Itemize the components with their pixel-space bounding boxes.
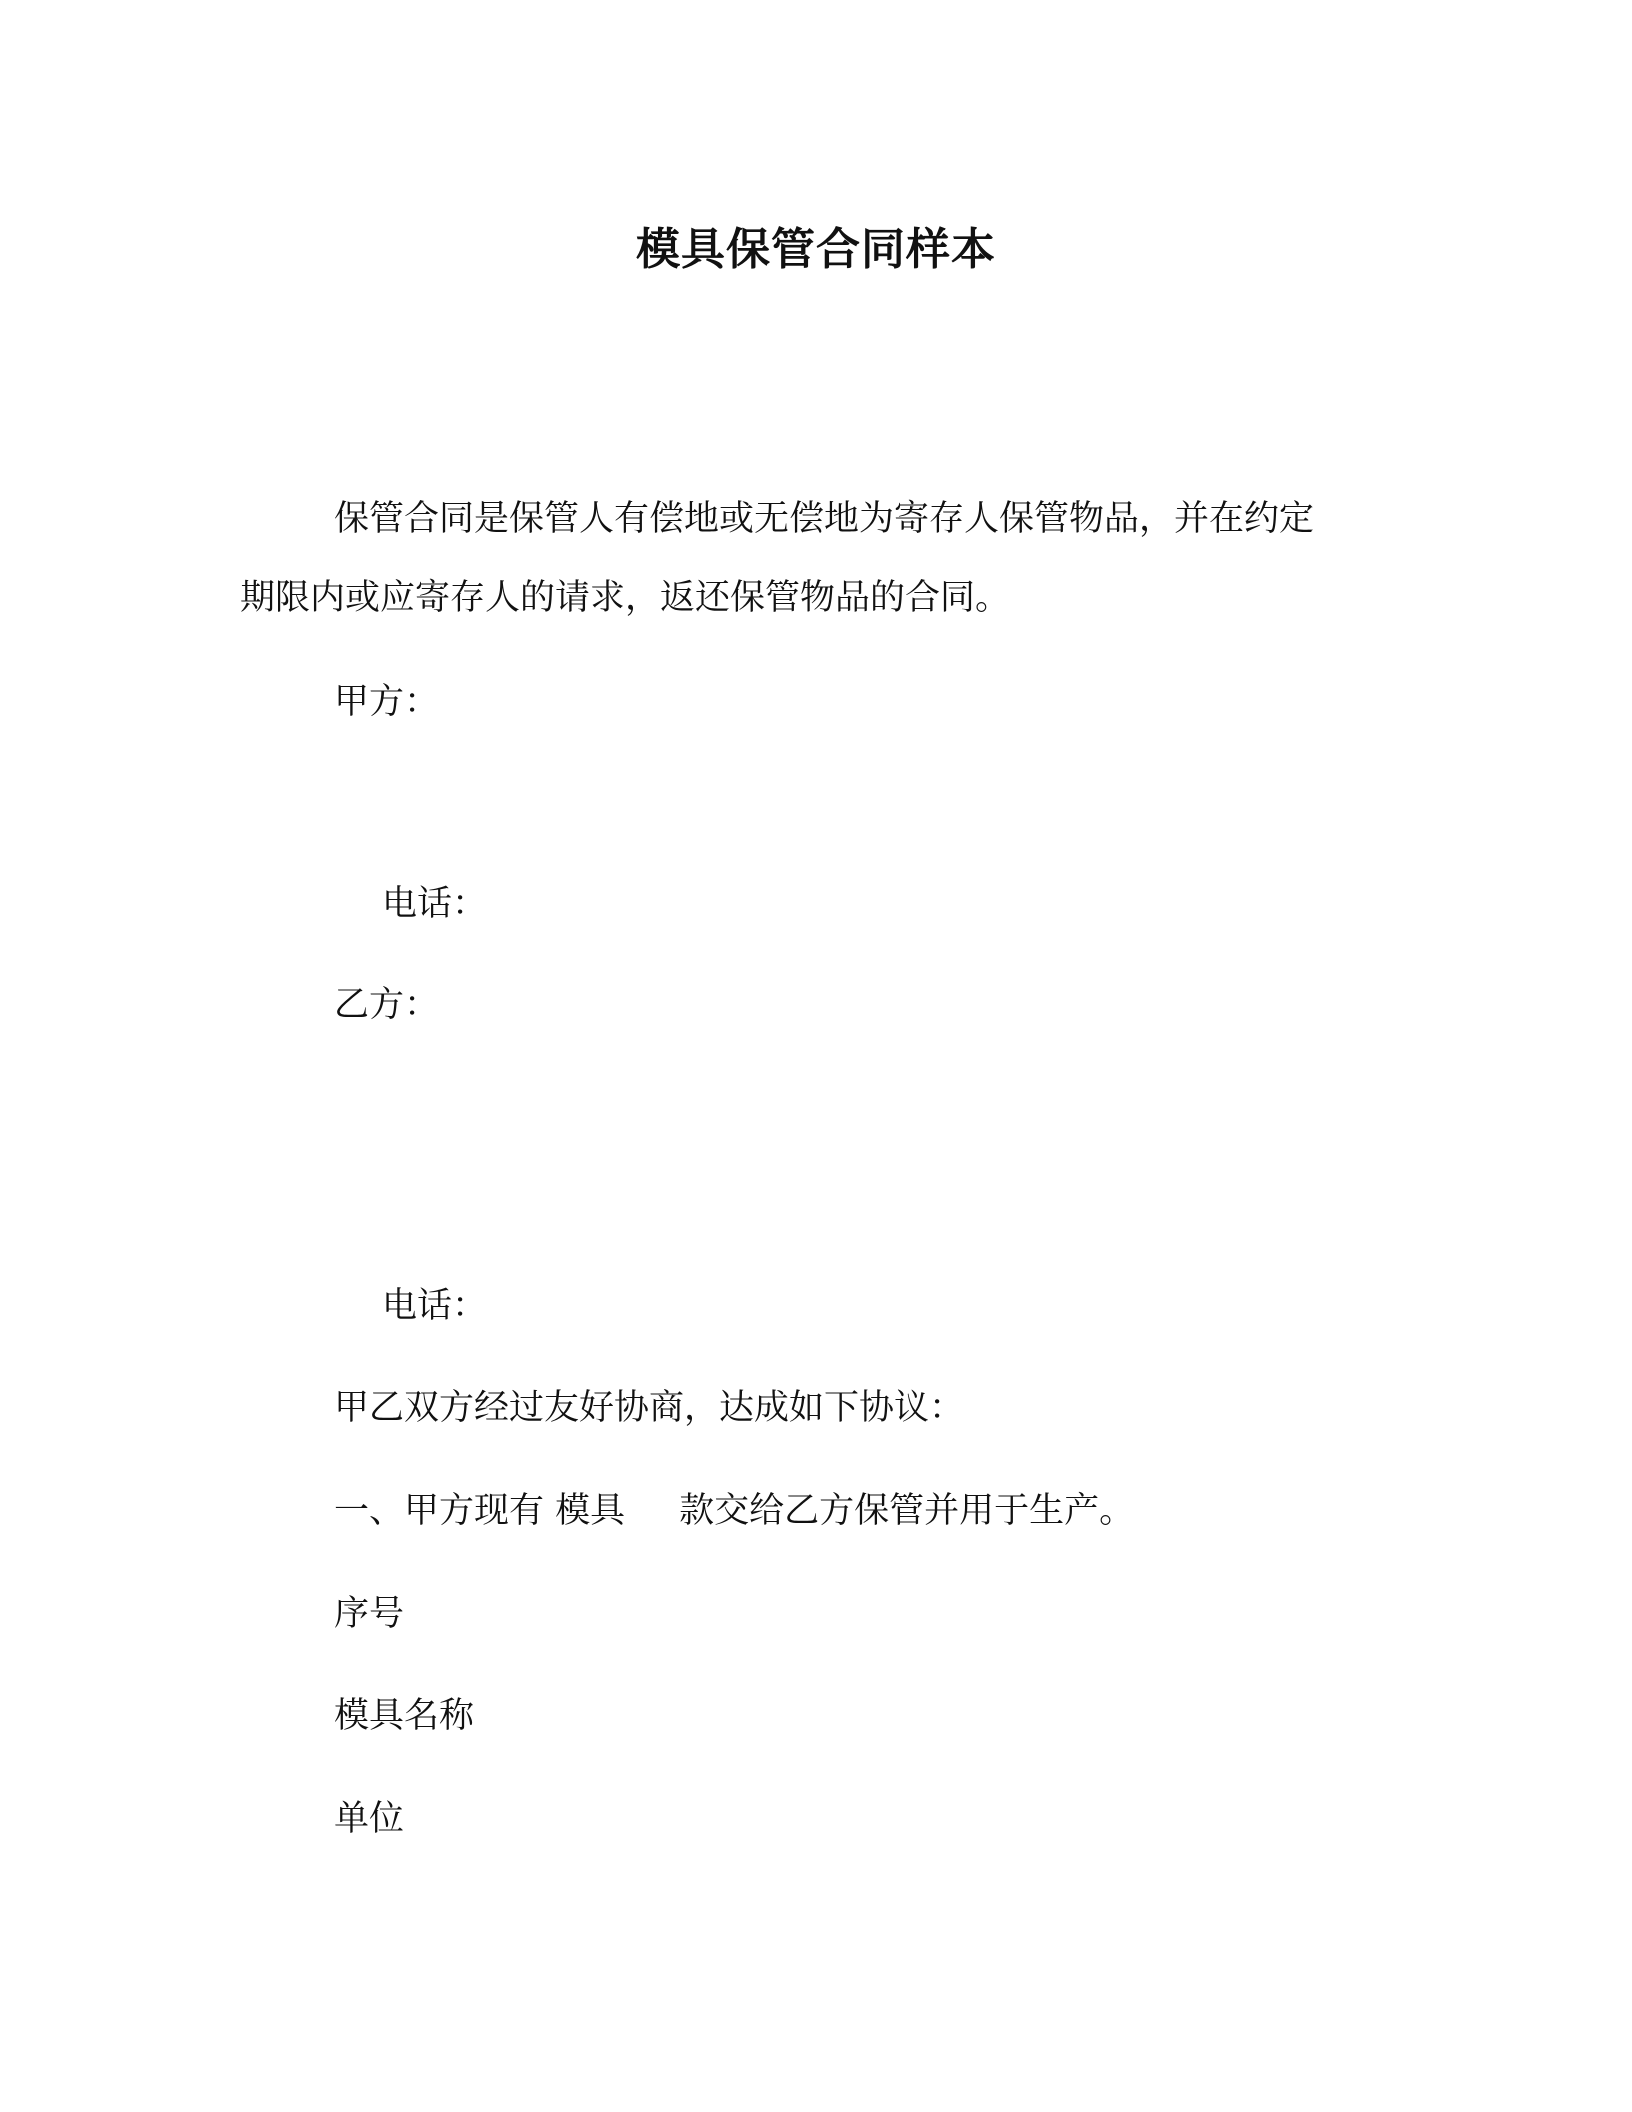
table-header-seq: 序号: [334, 1594, 405, 1634]
document-title: 模具保管合同样本: [636, 224, 996, 275]
clause-1: [334, 1489, 1134, 1533]
clause-1-part-1: 一、甲方现有 模具: [334, 1491, 626, 1531]
agreement-intro: 甲乙双方经过友好协商，达成如下协议：: [334, 1388, 965, 1428]
table-header-mold-name: 模具名称: [334, 1696, 475, 1736]
party-b-phone-label: 电话：: [382, 1286, 488, 1326]
clause-1-part-2: 款交给乙方保管并用于生产。: [679, 1491, 1135, 1531]
party-b-label: 乙方：: [334, 985, 440, 1025]
table-header-unit: 单位: [334, 1799, 405, 1839]
party-a-label: 甲方：: [334, 682, 440, 722]
intro-paragraph-line-2: 期限内或应寄存人的请求，返还保管物品的合同。: [240, 578, 1011, 618]
party-a-phone-label: 电话：: [382, 884, 488, 924]
intro-paragraph-line-1: 保管合同是保管人有偿地或无偿地为寄存人保管物品，并在约定: [334, 499, 1315, 539]
